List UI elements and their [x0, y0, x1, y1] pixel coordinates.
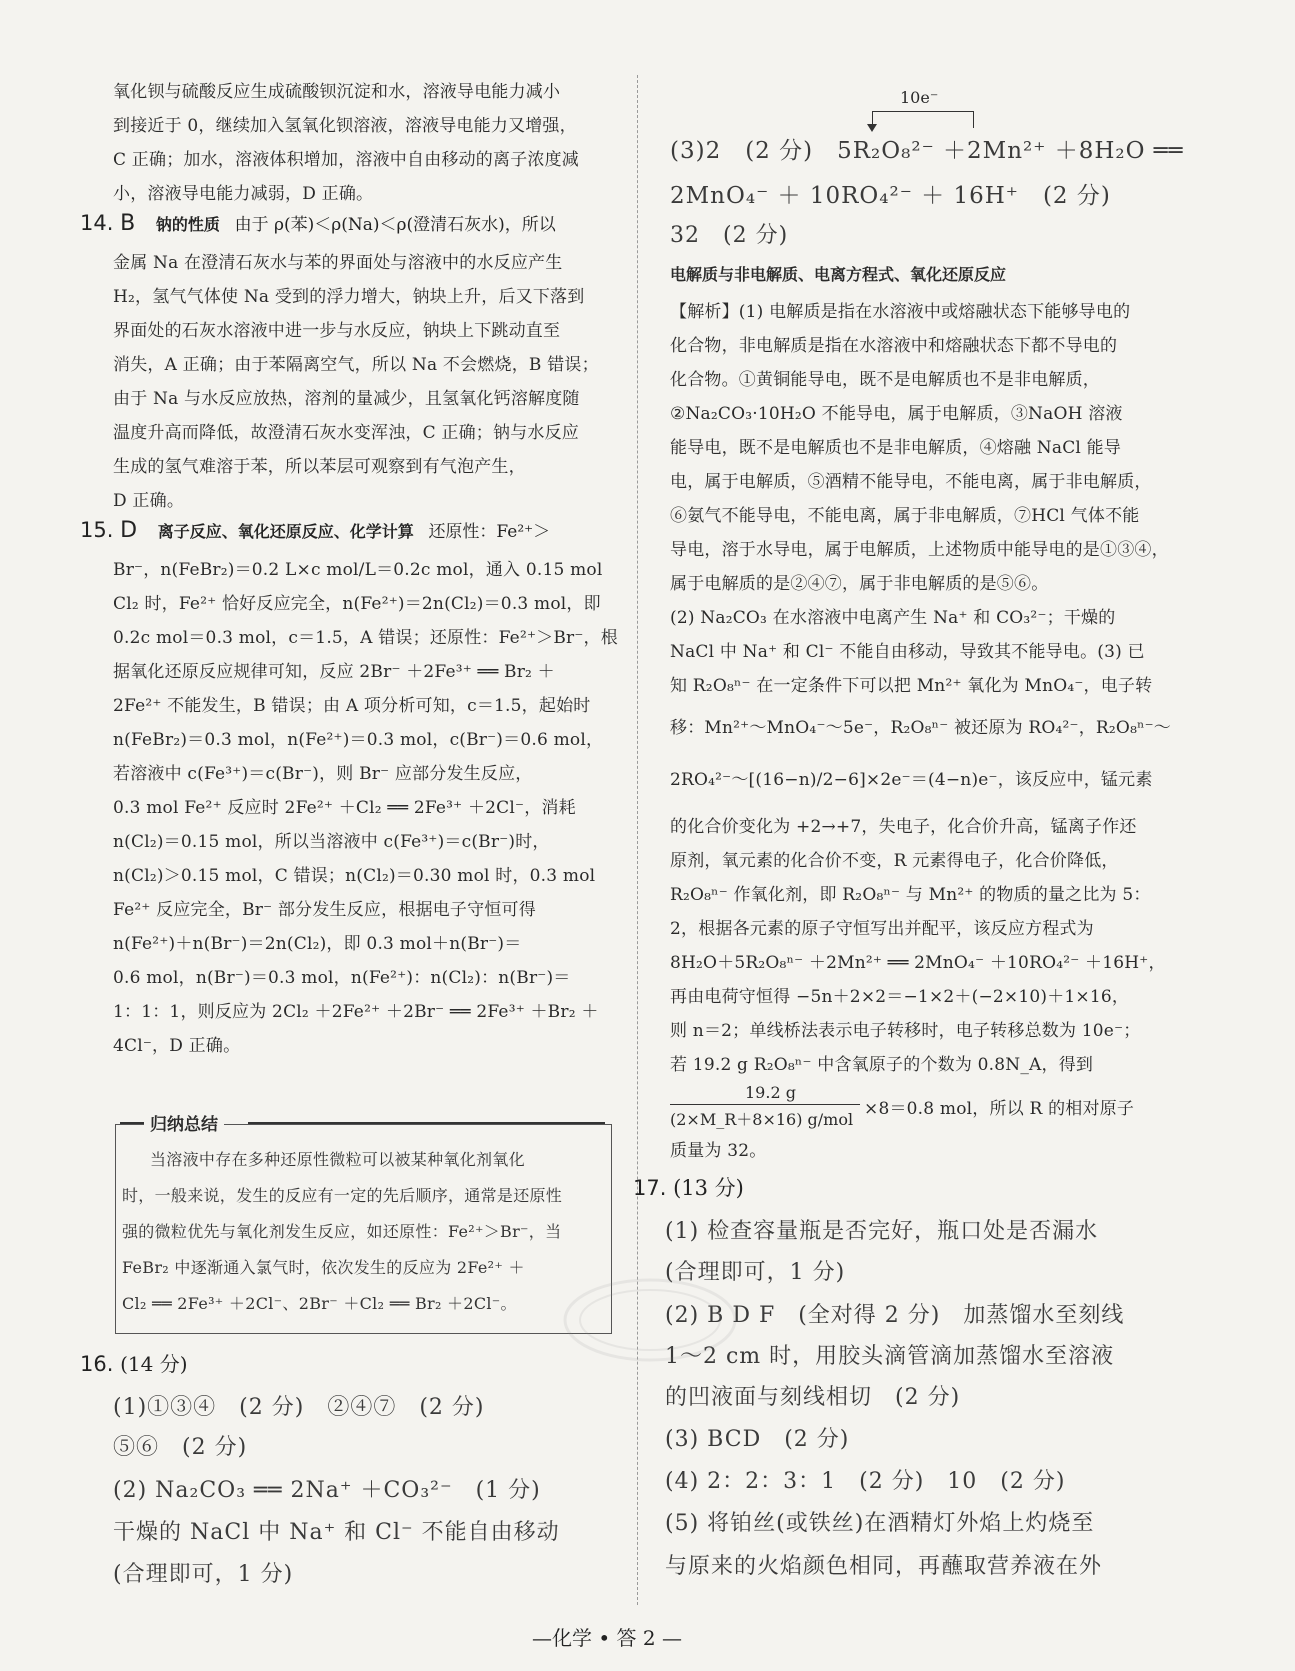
q17-header — [633, 1172, 744, 1202]
analysis-line: 属于电解质的是②④⑦，属于非电解质的是⑤⑥。 — [670, 574, 1049, 594]
q14-header — [80, 210, 556, 236]
q14-line: 消失，A 正确；由于苯隔离空气，所以 Na 不会燃烧，B 错误； — [113, 355, 599, 375]
q16-points: (14 分) — [120, 1352, 188, 1376]
summary-title: 归纳总结 — [144, 1110, 224, 1135]
cont-line: C 正确；加水，溶液体积增加，溶液中自由移动的离子浓度减 — [113, 150, 580, 170]
analysis-line: 再由电荷守恒得 −5n＋2×2＝−1×2＋(−2×10)＋1×16， — [670, 987, 1130, 1007]
analysis-line: 2，根据各元素的原子守恒写出并配平，该反应方程式为 — [670, 919, 1094, 939]
q17-line: (5) 将铂丝(或铁丝)在酒精灯外焰上灼烧至 — [665, 1511, 1095, 1536]
analysis-line: R₂O₈ⁿ⁻ 作氧化剂，即 R₂O₈ⁿ⁻ 与 Mn²⁺ 的物质的量之比为 5： — [670, 885, 1151, 905]
q14-first-rest: 由于 ρ(苯)＜ρ(Na)＜ρ(澄清石灰水)，所以 — [234, 215, 556, 235]
summary-line: 强的微粒优先与氧化剂发生反应，如还原性：Fe²⁺＞Br⁻，当 — [122, 1222, 562, 1241]
analysis-line: 导电，溶于水导电，属于电解质，上述物质中能导电的是①③④， — [670, 540, 1169, 560]
analysis-end: 质量为 32。 — [670, 1141, 767, 1161]
q14-topic: 钠的性质 — [155, 215, 220, 234]
q16-line: (1)①③④ (2 分) ②④⑦ (2 分) — [113, 1395, 485, 1420]
column-divider — [637, 75, 638, 1605]
q17-line: 与原来的火焰颜色相同，再蘸取营养液在外 — [665, 1554, 1103, 1579]
q15-line: n(FeBr₂)＝0.3 mol，n(Fe²⁺)＝0.3 mol，c(Br⁻)＝0.6 mol， — [113, 730, 604, 750]
q15-topic: 离子反应、氧化还原反应、化学计算 — [157, 522, 414, 541]
q17-line: (合理即可，1 分) — [665, 1260, 846, 1285]
fraction-rule — [670, 1104, 860, 1105]
summary-rule-right — [248, 1122, 605, 1124]
q14-number: 14. — [80, 211, 114, 235]
analysis-line: ⑥氨气不能导电，不能电离，属于非电解质，⑦HCl 气体不能 — [670, 506, 1140, 526]
q16-cont-line: 32 (2 分) — [670, 223, 789, 248]
analysis-line: 移：Mn²⁺～MnO₄⁻～5e⁻，R₂O₈ⁿ⁻ 被还原为 RO₄²⁻，R₂O₈ⁿ⁻～ — [670, 718, 1172, 738]
summary-line: FeBr₂ 中逐渐通入氯气时，依次发生的反应为 2Fe²⁺ ＋ — [122, 1258, 525, 1277]
q16-topic: 电解质与非电解质、电离方程式、氧化还原反应 — [670, 265, 1007, 284]
analysis-line: 则 n＝2；单线桥法表示电子转移时，电子转移总数为 10e⁻； — [670, 1021, 1141, 1041]
q16-line: (2) Na₂CO₃ ══ 2Na⁺ ＋CO₃²⁻ (1 分) — [113, 1478, 541, 1503]
q15-line: 若溶液中 c(Fe³⁺)＝c(Br⁻)，则 Br⁻ 应部分发生反应， — [113, 764, 533, 784]
analysis-line: 原剂，氧元素的化合价不变，R 元素得电子，化合价降低， — [670, 851, 1119, 871]
q15-line: Br⁻，n(FeBr₂)＝0.2 L×c mol/L＝0.2c mol，通入 0.15 mol — [113, 560, 603, 580]
fraction-numerator: 19.2 g — [745, 1083, 796, 1102]
q15-line: 0.6 mol，n(Br⁻)＝0.3 mol，n(Fe²⁺)：n(Cl₂)：n(Br⁻)＝ — [113, 968, 571, 988]
electron-transfer-bridge — [872, 111, 974, 128]
analysis-line: 电，属于电解质，⑤酒精不能导电，不能电离，属于非电解质， — [670, 472, 1152, 492]
q14-line: H₂，氢气气体使 Na 受到的浮力增大，钠块上升，后又下落到 — [113, 287, 585, 307]
analysis-line: 化合物。①黄铜能导电，既不是电解质也不是非电解质， — [670, 370, 1100, 390]
q14-line: 生成的氢气难溶于苯，所以苯层可观察到有气泡产生， — [113, 457, 526, 477]
q16-cont-line: (3)2 (2 分) 5R₂O₈²⁻ ＋2Mn²⁺ ＋8H₂O ══ — [670, 138, 1184, 164]
summary-rule-left — [120, 1122, 144, 1124]
analysis-line: (2) Na₂CO₃ 在水溶液中电离产生 Na⁺ 和 CO₃²⁻；干燥的 — [670, 608, 1116, 628]
q14-line: D 正确。 — [113, 491, 185, 511]
analysis-line: 8H₂O＋5R₂O₈ⁿ⁻ ＋2Mn²⁺ ══ 2MnO₄⁻ ＋10RO₄²⁻ ＋16H⁺， — [670, 953, 1166, 973]
q17-line: 1～2 cm 时，用胶头滴管滴加蒸馏水至溶液 — [665, 1344, 1115, 1369]
q17-line: 的凹液面与刻线相切 (2 分) — [665, 1385, 961, 1410]
q17-line: (3) BCD (2 分) — [665, 1427, 850, 1452]
q15-line: Cl₂ 时，Fe²⁺ 恰好反应完全，n(Fe²⁺)＝2n(Cl₂)＝0.3 mol，即 — [113, 594, 601, 614]
q16-cont-line: 2MnO₄⁻ ＋ 10RO₄²⁻ ＋ 16H⁺ (2 分) — [670, 183, 1111, 209]
analysis-line: 知 R₂O₈ⁿ⁻ 在一定条件下可以把 Mn²⁺ 氧化为 MnO₄⁻，电子转 — [670, 676, 1153, 696]
q17-points: (13 分) — [673, 1176, 744, 1200]
analysis-line: 【解析】(1) 电解质是指在水溶液中或熔融状态下能够导电的 — [670, 302, 1131, 322]
q15-line: Fe²⁺ 反应完全，Br⁻ 部分发生反应，根据电子守恒可得 — [113, 900, 536, 920]
electron-transfer-label: 10e⁻ — [900, 88, 939, 107]
arrow-down-icon — [867, 124, 877, 132]
q15-line: n(Cl₂)＝0.15 mol，所以当溶液中 c(Fe³⁺)＝c(Br⁻)时， — [113, 832, 550, 852]
q14-answer: B — [120, 211, 136, 236]
q14-line: 金属 Na 在澄清石灰水与苯的界面处与溶液中的水反应产生 — [113, 253, 563, 273]
summary-line: 当溶液中存在多种还原性微粒可以被某种氧化剂氧化 — [150, 1150, 525, 1169]
q15-answer: D — [120, 518, 138, 543]
q15-line: n(Cl₂)＞0.15 mol，C 错误；n(Cl₂)＝0.30 mol 时，0.3 mol — [113, 866, 596, 886]
q14-line: 界面处的石灰水溶液中进一步与水反应，钠块上下跳动直至 — [113, 321, 561, 341]
q17-line: (1) 检查容量瓶是否完好，瓶口处是否漏水 — [665, 1219, 1099, 1244]
page-footer: —化学 • 答 2 — — [532, 1626, 682, 1650]
q16-header — [80, 1348, 188, 1377]
analysis-line: NaCl 中 Na⁺ 和 Cl⁻ 不能自由移动，导致其不能导电。(3) 已 — [670, 642, 1145, 662]
q17-line: (2) B D F (全对得 2 分) 加蒸馏水至刻线 — [665, 1303, 1125, 1328]
q14-line: 由于 Na 与水反应放热，溶剂的量减少，且氢氧化钙溶解度随 — [113, 389, 580, 409]
q17-number: 17. — [633, 1176, 667, 1200]
analysis-line: 能导电，既不是电解质也不是非电解质，④熔融 NaCl 能导 — [670, 438, 1122, 458]
watermark-stamp — [560, 1275, 740, 1365]
summary-line: Cl₂ ══ 2Fe³⁺ ＋2Cl⁻、2Br⁻ ＋Cl₂ ══ Br₂ ＋2Cl⁻。 — [122, 1294, 517, 1313]
fraction-denominator: (2×M_R＋8×16) g/mol — [670, 1110, 854, 1129]
analysis-line: ②Na₂CO₃·10H₂O 不能导电，属于电解质，③NaOH 溶液 — [670, 404, 1123, 424]
q15-line: n(Fe²⁺)＋n(Br⁻)＝2n(Cl₂)，即 0.3 mol＋n(Br⁻)＝ — [113, 934, 522, 954]
q16-line: 干燥的 NaCl 中 Na⁺ 和 Cl⁻ 不能自由移动 — [113, 1520, 560, 1545]
q15-line: 4Cl⁻，D 正确。 — [113, 1036, 241, 1056]
q15-line: 据氧化还原反应规律可知，反应 2Br⁻ ＋2Fe³⁺ ══ Br₂ ＋ — [113, 662, 555, 682]
q16-line: ⑤⑥ (2 分) — [113, 1435, 248, 1460]
cont-line: 氧化钡与硫酸反应生成硫酸钡沉淀和水，溶液导电能力减小 — [113, 82, 561, 102]
q15-line: 0.2c mol＝0.3 mol，c＝1.5，A 错误；还原性：Fe²⁺＞Br⁻，根 — [113, 628, 618, 648]
q15-number: 15. — [80, 518, 114, 542]
cont-line: 小，溶液导电能力减弱，D 正确。 — [113, 184, 374, 204]
q16-line: (合理即可，1 分) — [113, 1562, 294, 1587]
analysis-line: 2RO₄²⁻～[(16−n)/2−6]×2e⁻＝(4−n)e⁻，该反应中，锰元素 — [670, 770, 1153, 790]
analysis-line: 若 19.2 g R₂O₈ⁿ⁻ 中含氧原子的个数为 0.8N_A，得到 — [670, 1055, 1094, 1075]
summary-line: 时，一般来说，发生的反应有一定的先后顺序，通常是还原性 — [122, 1186, 563, 1205]
analysis-line: 化合物，非电解质是指在水溶液中和熔融状态下都不导电的 — [670, 336, 1118, 356]
q15-line: 2Fe²⁺ 不能发生，B 错误；由 A 项分析可知，c＝1.5，起始时 — [113, 696, 591, 716]
cont-line: 到接近于 0，继续加入氢氧化钡溶液，溶液导电能力又增强， — [113, 116, 577, 136]
q15-line: 0.3 mol Fe²⁺ 反应时 2Fe²⁺ ＋Cl₂ ══ 2Fe³⁺ ＋2Cl⁻，消耗 — [113, 798, 576, 818]
q15-header — [80, 517, 550, 543]
q15-line: 1：1：1，则反应为 2Cl₂ ＋2Fe²⁺ ＋2Br⁻ ══ 2Fe³⁺ ＋Br₂ ＋ — [113, 1002, 599, 1022]
fraction-tail: ×8＝0.8 mol，所以 R 的相对原子 — [864, 1099, 1135, 1119]
q14-line: 温度升高而降低，故澄清石灰水变浑浊，C 正确；钠与水反应 — [113, 423, 580, 443]
q16-number: 16. — [80, 1352, 114, 1376]
q15-first-rest: 还原性：Fe²⁺＞ — [428, 522, 551, 542]
q17-line: (4) 2：2：3：1 (2 分) 10 (2 分) — [665, 1469, 1066, 1494]
analysis-line: 的化合价变化为 +2→+7，失电子，化合价升高，锰离子作还 — [670, 817, 1137, 837]
